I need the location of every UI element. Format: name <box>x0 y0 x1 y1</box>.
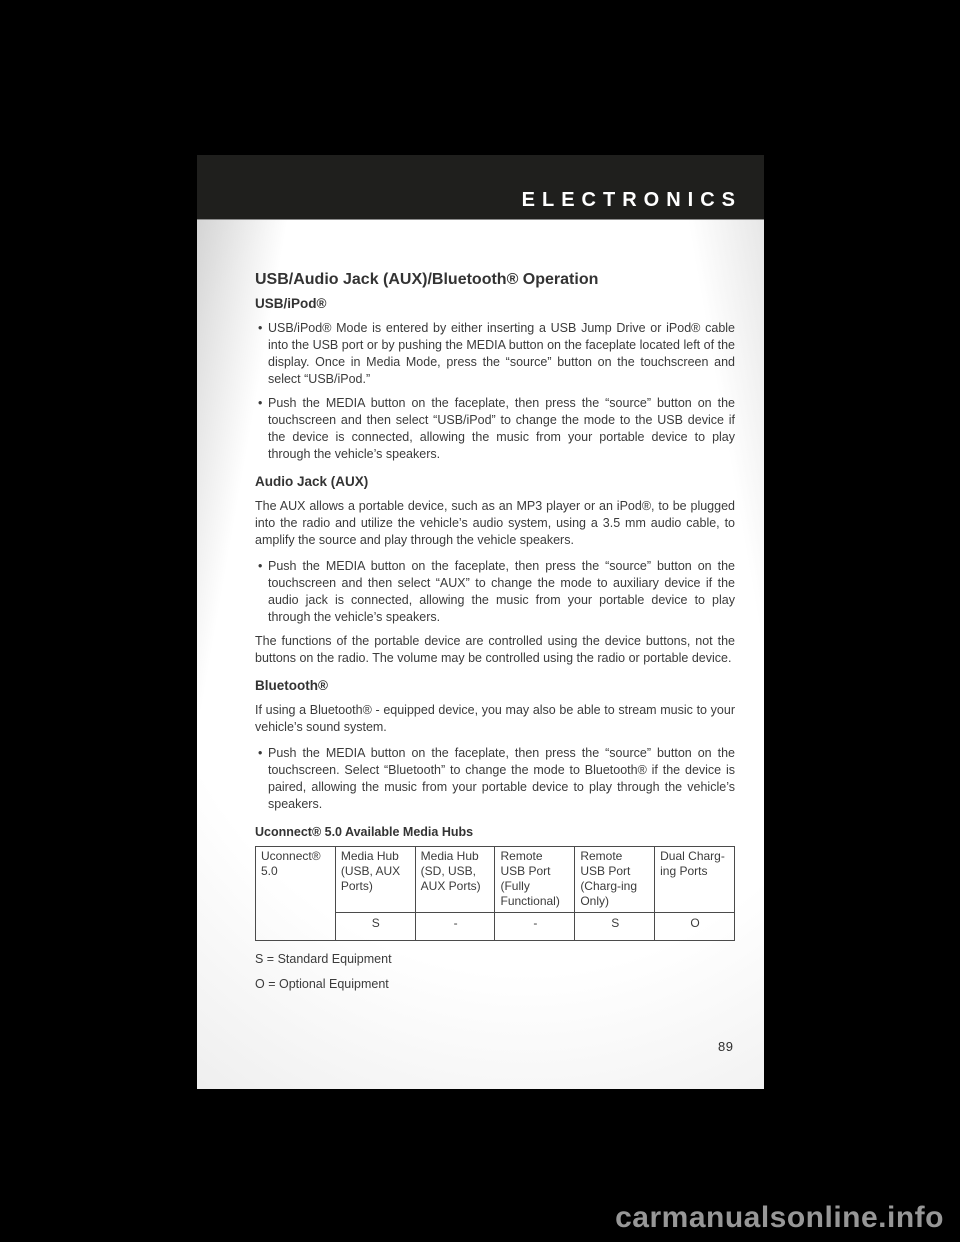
page-number: 89 <box>718 1039 734 1054</box>
table-header-row <box>256 847 735 913</box>
bullet-marker: • <box>258 321 263 335</box>
list-item <box>255 558 735 626</box>
subhead-bluetooth: Bluetooth® <box>255 678 328 693</box>
chapter-title: ELECTRONICS <box>521 189 742 211</box>
manual-page <box>197 155 764 1089</box>
bullet-text: Push the MEDIA button on the faceplate, then press the “source” button on the touchscreen and then select “AUX” to change the mode to auxiliary device if the audio jack is connected, allowing the music from your portable device to play through the vehicle’s speakers. <box>268 559 735 624</box>
paragraph: The functions of the portable device are controlled using the device buttons, not the buttons on the radio. The volume may be controlled using the radio or portable device. <box>255 634 735 665</box>
aux-bullet-list <box>255 558 735 626</box>
table-column-header: Media Hub (SD, USB, AUX Ports) <box>415 847 495 913</box>
table-row-header: Uconnect® 5.0 <box>256 847 336 941</box>
bullet-text: Push the MEDIA button on the faceplate, then press the “source” button on the touchscreen. Select “Bluetooth” to change the mode to Bluetooth® if the device is paired, allowing the music from your portable device to play through the vehicle’s speakers. <box>268 746 735 811</box>
bluetooth-bullet-list <box>255 745 735 813</box>
watermark-text: carmanualsonline.info <box>615 1201 944 1234</box>
legend-standard: S = Standard Equipment <box>255 952 392 966</box>
list-item <box>255 320 735 388</box>
section-heading: USB/Audio Jack (AUX)/Bluetooth® Operation <box>255 271 599 288</box>
media-hubs-table <box>255 846 735 941</box>
bullet-marker: • <box>258 559 263 573</box>
table-column-header: Media Hub (USB, AUX Ports) <box>335 847 415 913</box>
subhead-usb-ipod: USB/iPod® <box>255 296 327 311</box>
usb-bullet-list <box>255 320 735 463</box>
bullet-marker: • <box>258 396 263 410</box>
legend-optional: O = Optional Equipment <box>255 977 389 991</box>
table-column-header: Remote USB Port (Fully Functional) <box>495 847 575 913</box>
paragraph: The AUX allows a portable device, such as an MP3 player or an iPod®, to be plugged into the radio and utilize the vehicle’s audio system, using a 3.5 mm audio cable, to amplify the source and play through the vehicle speakers. <box>255 499 735 547</box>
bullet-marker: • <box>258 746 263 760</box>
table-cell: - <box>495 913 575 941</box>
chapter-header-band <box>197 155 764 220</box>
table-column-header: Dual Charg-ing Ports <box>655 847 735 913</box>
table-cell: S <box>575 913 655 941</box>
bullet-text: USB/iPod® Mode is entered by either inserting a USB Jump Drive or iPod® cable into the USB port or by pushing the MEDIA button on the faceplate located left of the display. Once in Media Mode, press the “source” button on the touchscreen and select “USB/iPod.” <box>268 321 735 386</box>
table-column-header: Remote USB Port (Charg-ing Only) <box>575 847 655 913</box>
list-item <box>255 395 735 463</box>
table-cell: - <box>415 913 495 941</box>
bullet-text: Push the MEDIA button on the faceplate, then press the “source” button on the touchscreen and then select “USB/iPod” to change the mode to the USB device if the device is connected, allowing the music from your portable device to play through the vehicle’s speakers. <box>268 396 735 461</box>
table-cell: O <box>655 913 735 941</box>
list-item <box>255 745 735 813</box>
table-title: Uconnect® 5.0 Available Media Hubs <box>255 825 474 839</box>
page-content <box>197 220 764 991</box>
subhead-audio-jack: Audio Jack (AUX) <box>255 474 369 489</box>
paragraph: If using a Bluetooth® - equipped device, you may also be able to stream music to your vehicle’s sound system. <box>255 703 735 734</box>
table-cell: S <box>335 913 415 941</box>
